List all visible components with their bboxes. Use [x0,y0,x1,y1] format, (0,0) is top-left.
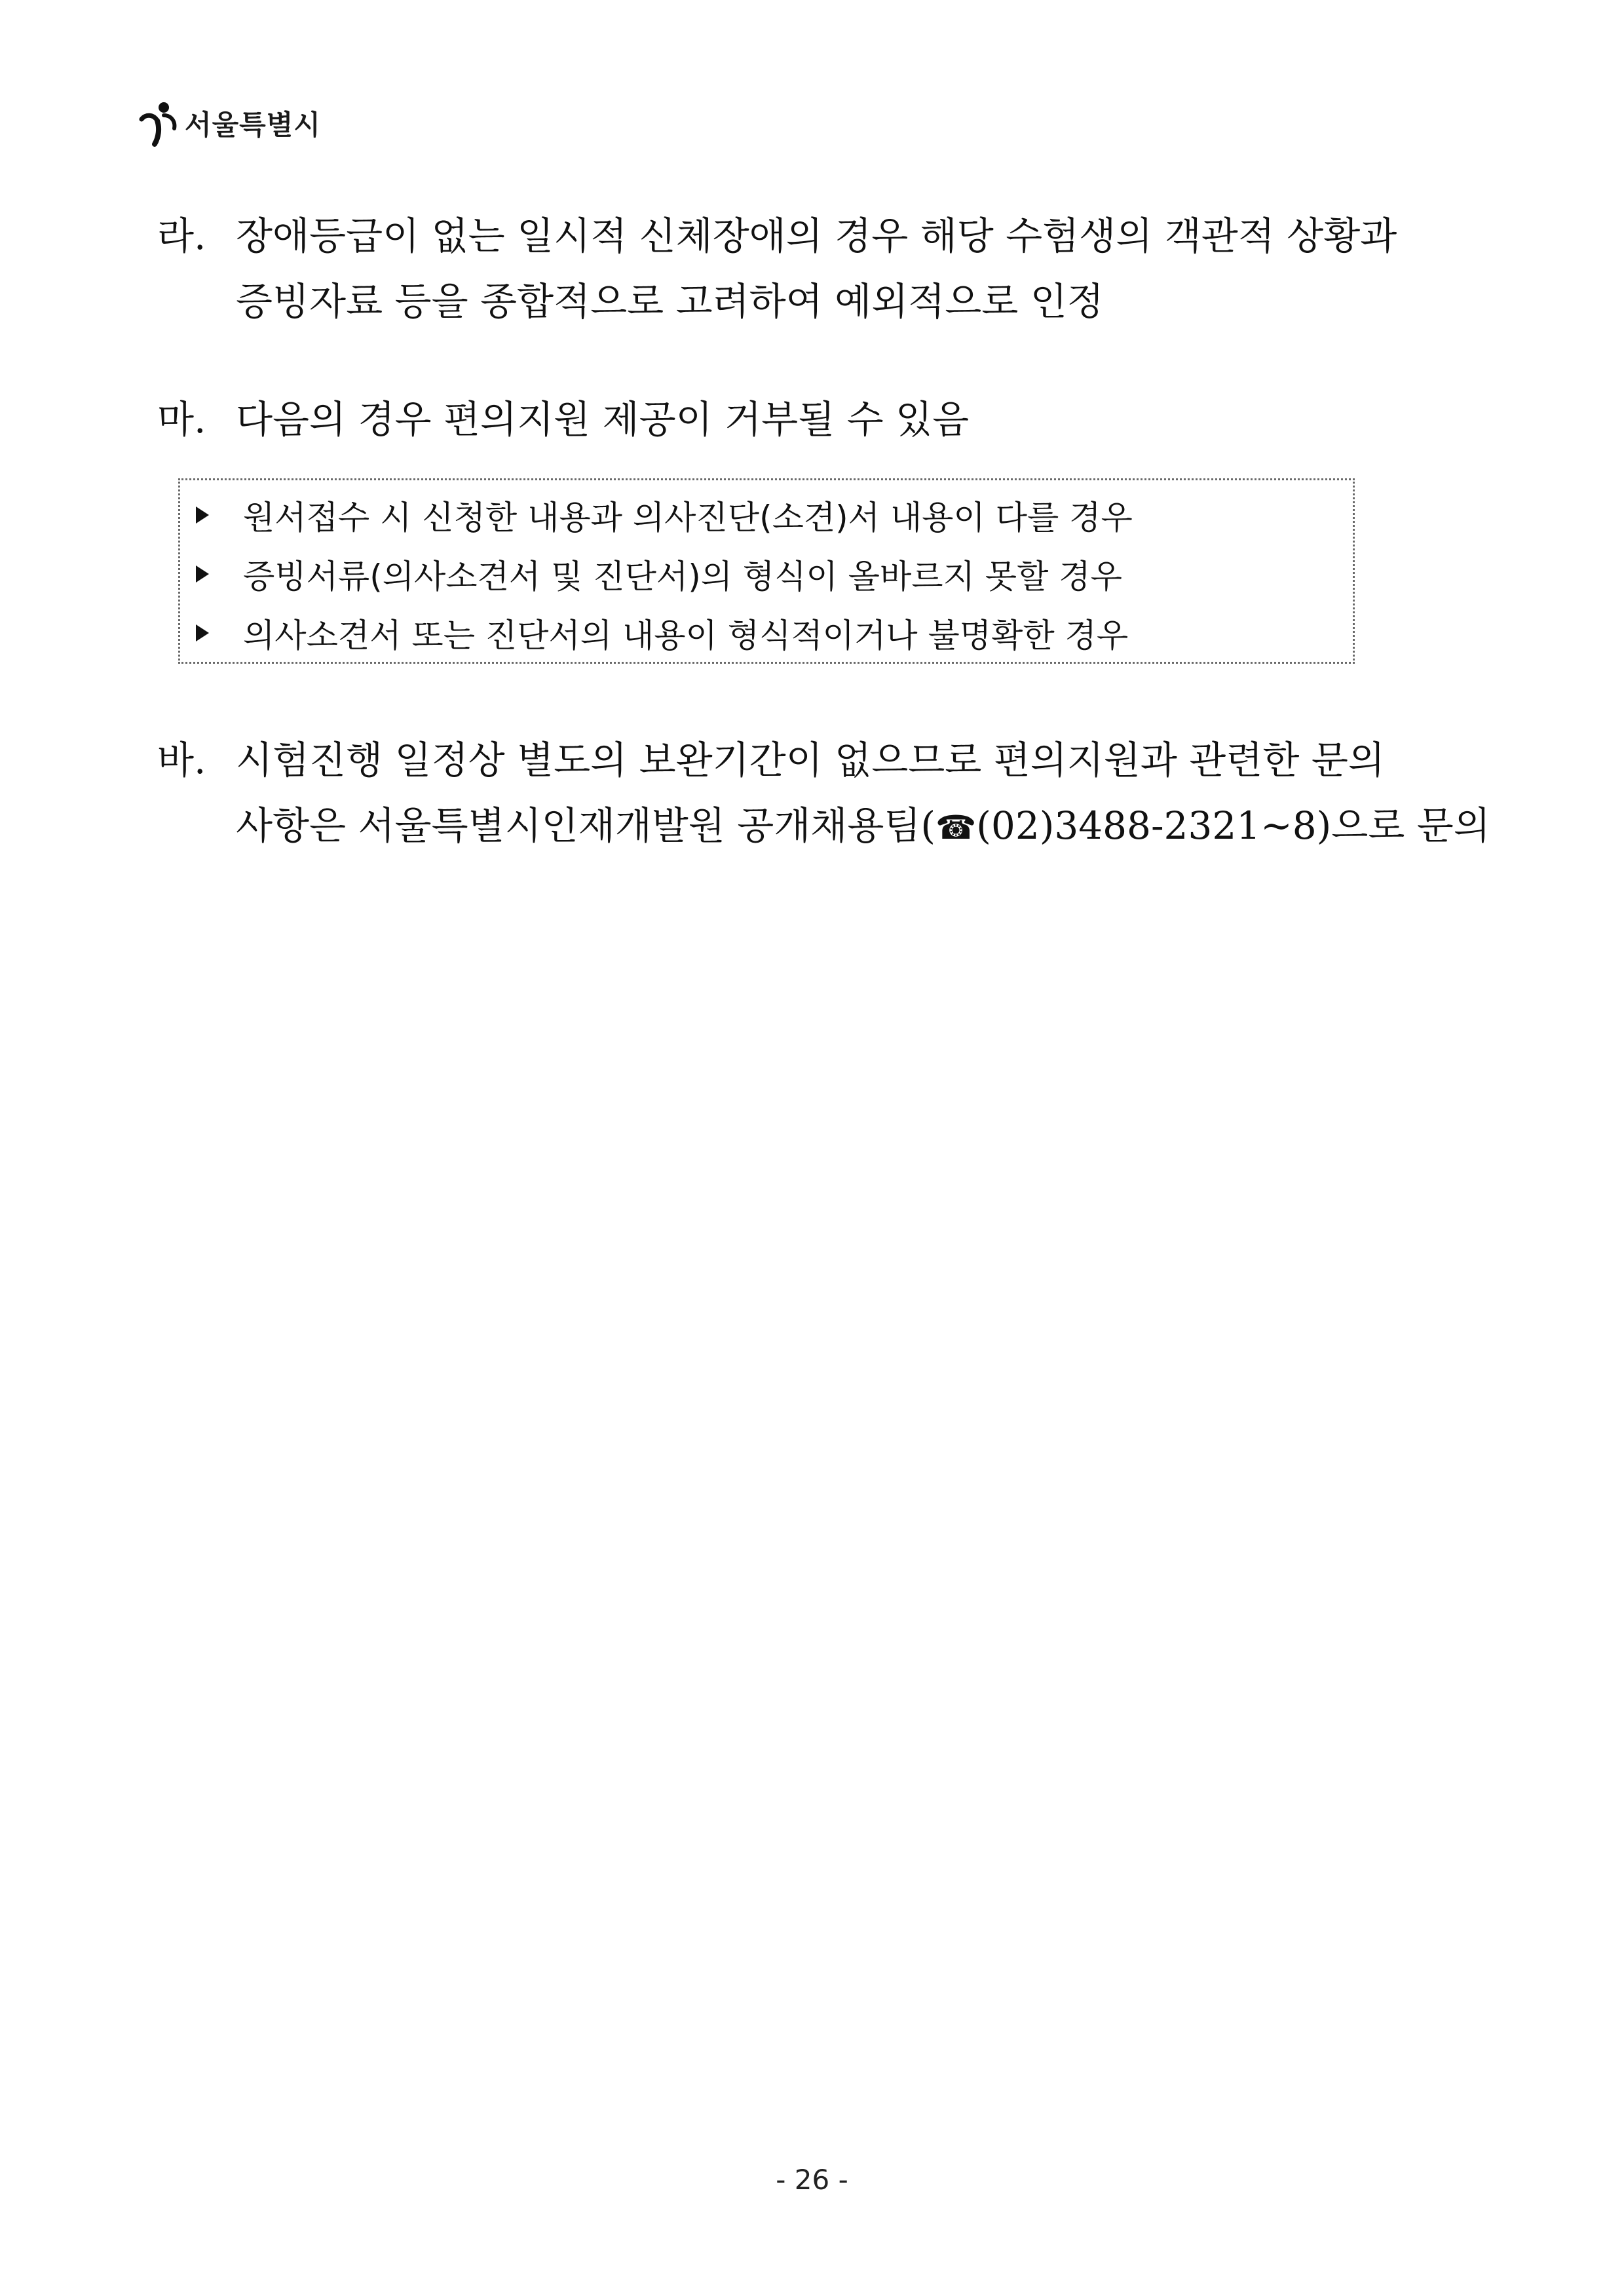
page-number: - 26 - [776,2164,848,2196]
item-ra-line-1 [157,203,1520,269]
item-ba-text-2a: 사항은 서울특별시인재개발원 공개채용팀( [236,803,936,848]
phone-icon: ☎ [935,809,977,847]
item-ma-line-1 [157,387,1520,452]
triangle-bullet-icon [196,624,209,641]
item-ra [157,203,1520,334]
seoul-emblem-icon [138,100,181,147]
item-ma-marker: 마. [157,397,206,442]
notice-item [196,486,1353,545]
item-ma [157,387,1520,452]
notice-item-text: 증빙서류(의사소견서 및 진단서)의 형식이 올바르지 못할 경우 [243,558,1122,596]
notice-item [196,603,1353,662]
item-ma-text-1: 다음의 경우 편의지원 제공이 거부될 수 있음 [236,397,970,442]
notice-box [178,478,1355,664]
item-ba-text-2b: (02)3488-2321~8)으로 문의 [976,803,1490,848]
item-ba-text-1: 시험진행 일정상 별도의 보완기간이 없으므로 편의지원과 관련한 문의 [236,738,1385,782]
item-ba-line-2 [157,793,1520,860]
notice-item-text: 원서접수 시 신청한 내용과 의사진단(소견)서 내용이 다를 경우 [243,499,1133,537]
triangle-bullet-icon [196,565,209,583]
triangle-bullet-icon [196,507,209,524]
item-ba-marker: 바. [157,738,206,782]
item-ra-text-1: 장애등급이 없는 일시적 신체장애의 경우 해당 수험생의 객관적 상황과 [236,214,1397,258]
header-logo [138,97,321,149]
notice-item [196,545,1353,603]
item-ba-line-1 [157,727,1520,793]
logo-text: 서울특별시 [185,109,321,141]
item-ba [157,727,1520,860]
item-ra-text-2: 증빙자료 등을 종합적으로 고려하여 예외적으로 인정 [236,279,1104,324]
item-ra-marker: 라. [157,214,206,258]
notice-item-text: 의사소견서 또는 진단서의 내용이 형식적이거나 불명확한 경우 [243,617,1129,655]
